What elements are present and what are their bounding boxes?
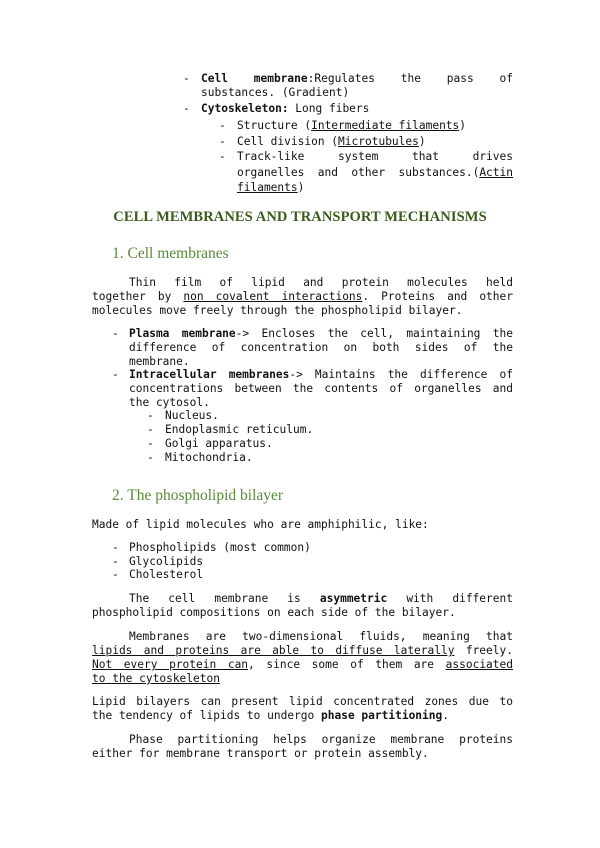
bullet-dash: - <box>112 555 119 568</box>
paragraph-line: phospholipid compositions on each side of the bilayer. <box>92 606 456 619</box>
paragraph-line: molecules move freely through the phospholipid bilayer. <box>92 304 463 317</box>
sublist-item-structure: Structure (Intermediate filaments) <box>237 119 467 132</box>
paragraph-line: Membranes are two-dimensional fluids, meaning that <box>129 630 513 643</box>
list-item-plasma-cont: membrane. <box>129 355 190 368</box>
list-item-cytoskeleton: Cytoskeleton: Long fibers <box>201 102 370 115</box>
page-title: CELL MEMBRANES AND TRANSPORT MECHANISMS <box>113 209 487 225</box>
bullet-dash: - <box>147 409 154 422</box>
sublist-item-track: Track-like system that drives <box>237 150 513 163</box>
paragraph-line: together by non covalent interactions. Proteins and other <box>92 290 513 303</box>
link-microtubules: Microtubules <box>338 135 419 148</box>
organelle-item: Nucleus. <box>165 409 219 422</box>
paragraph-line: Made of lipid molecules who are amphiphilic, like: <box>92 518 429 531</box>
section-heading: 2. The phospholipid bilayer <box>112 487 284 504</box>
bullet-dash: - <box>112 327 119 340</box>
bullet-dash: - <box>112 568 119 581</box>
bullet-dash: - <box>219 150 226 163</box>
bullet-dash: - <box>112 541 119 554</box>
lipid-item: Cholesterol <box>129 568 204 581</box>
sublist-item-division: Cell division (Microtubules) <box>237 135 426 148</box>
lipid-item: Phospholipids (most common) <box>129 541 311 554</box>
list-item-intracellular: Intracellular membranes-> Maintains the difference of <box>129 368 513 381</box>
bullet-dash: - <box>147 451 154 464</box>
list-item-plasma: Plasma membrane-> Encloses the cell, maintaining the <box>129 327 513 340</box>
paragraph-line: Lipid bilayers can present lipid concentrated zones due to <box>92 695 513 708</box>
link-diffuse-laterally: lipids and proteins are able to diffuse laterally <box>92 644 455 657</box>
sublist-item-track-cont: organelles and other substances.(Actin <box>237 166 513 179</box>
list-item-intracellular-cont: concentrations between the contents of organelles and <box>129 382 513 395</box>
bullet-dash: - <box>183 102 190 115</box>
link-intermediate-filaments: Intermediate filaments <box>311 119 460 132</box>
link-actin: Actin <box>479 166 513 179</box>
paragraph-line: Not every protein can, since some of them are associated <box>92 658 513 671</box>
organelle-item: Mitochondria. <box>165 451 253 464</box>
paragraph-line <box>92 672 513 685</box>
link-associated: associated <box>445 658 513 671</box>
paragraph-line: Phase partitioning helps organize membrane proteins <box>129 733 513 746</box>
list-item-plasma-cont: difference of concentration on both sides of the <box>129 341 513 354</box>
bullet-dash: - <box>147 437 154 450</box>
bullet-dash: - <box>219 135 226 148</box>
paragraph-line: the tendency of lipids to undergo phase partitioning. <box>92 709 450 722</box>
organelle-item: Endoplasmic reticulum. <box>165 423 314 436</box>
organelle-item: Golgi apparatus. <box>165 437 273 450</box>
paragraph-line: Thin film of lipid and protein molecules held <box>129 276 513 289</box>
list-item-cell-membrane: Cell membrane:Regulates the pass of <box>201 72 513 85</box>
list-item-intracellular-cont: the cytosol. <box>129 396 210 409</box>
link-cytoskeleton: to the cytoskeleton <box>92 672 220 685</box>
link-not-every-protein: Not every protein can <box>92 658 249 671</box>
list-item-cell-membrane-cont: substances. (Gradient) <box>201 86 350 99</box>
bullet-dash: - <box>112 368 119 381</box>
bullet-dash: - <box>147 423 154 436</box>
sublist-item-track-cont2: filaments) <box>237 181 305 194</box>
link-filaments: filaments <box>237 181 298 194</box>
bullet-dash: - <box>183 72 190 85</box>
section-heading: 1. Cell membranes <box>112 245 229 262</box>
paragraph-line: The cell membrane is asymmetric with different <box>129 592 513 605</box>
link-non-covalent: non covalent interactions <box>183 290 363 303</box>
paragraph-line: either for membrane transport or protein assembly. <box>92 747 429 760</box>
bullet-dash: - <box>219 119 226 132</box>
lipid-item: Glycolipids <box>129 555 204 568</box>
paragraph-line: lipids and proteins are able to diffuse laterally freely. <box>92 644 513 657</box>
